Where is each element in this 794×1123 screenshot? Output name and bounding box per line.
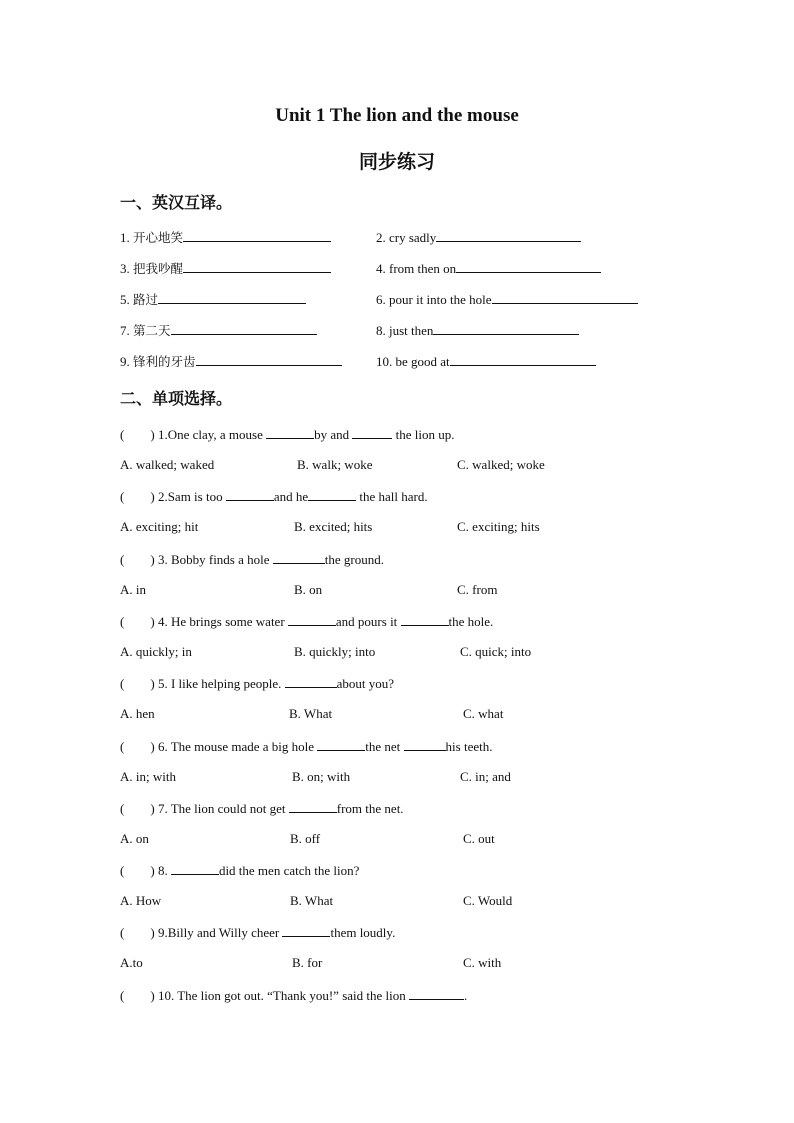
- item-prompt: 锋利的牙齿: [133, 354, 196, 369]
- option-b: B. walk; woke: [297, 457, 373, 472]
- option-c: C. what: [463, 706, 504, 722]
- option-a: A. quickly; in: [120, 643, 192, 659]
- item-prompt: from then on: [389, 261, 457, 276]
- option-c: C. exciting; hits: [457, 519, 540, 535]
- answer-blank[interactable]: [158, 291, 306, 304]
- item-number: 1.: [120, 230, 130, 245]
- question-text: by and: [314, 427, 353, 442]
- bracket-open: (: [120, 427, 125, 442]
- translation-item: [120, 229, 331, 247]
- option-a: A. on: [120, 830, 149, 846]
- question-text: 1.One clay, a mouse: [157, 427, 267, 442]
- option-a: A. walked; waked: [120, 457, 215, 472]
- item-number: 6.: [376, 292, 386, 307]
- option-b: B. for: [292, 955, 323, 971]
- question-stem: [120, 862, 359, 880]
- item-prompt: pour it into the hole: [389, 292, 492, 307]
- question-text: 4. He brings some water: [157, 613, 288, 629]
- option-b: B. on: [294, 581, 323, 597]
- question-text: 3. Bobby finds a hole: [157, 551, 273, 567]
- bracket-close: ): [150, 863, 155, 879]
- item-prompt: 开心地笑: [133, 230, 184, 245]
- answer-blank[interactable]: [285, 675, 337, 688]
- option-c: C. with: [463, 955, 502, 971]
- bracket-close: ): [150, 738, 155, 754]
- answer-blank[interactable]: [436, 229, 581, 242]
- bracket-close: ): [150, 427, 155, 442]
- translation-item: [376, 322, 579, 340]
- question-text: the net: [365, 738, 404, 754]
- question-text: from the net.: [336, 800, 404, 816]
- option-c: C. quick; into: [460, 643, 532, 659]
- answer-blank[interactable]: [433, 322, 579, 335]
- translation-item: [120, 322, 317, 340]
- question-stem: [120, 987, 467, 1005]
- question-text: the lion up.: [392, 427, 455, 442]
- option-a: A. How: [120, 893, 162, 909]
- bracket-open: (: [120, 489, 125, 505]
- answer-blank[interactable]: [492, 291, 638, 304]
- bracket-open: (: [120, 987, 125, 1003]
- question-text: about you?: [336, 676, 395, 692]
- option-b: B. quickly; into: [294, 643, 376, 659]
- answer-blank[interactable]: [226, 488, 274, 501]
- translation-item: [376, 353, 596, 371]
- question-stem: [120, 426, 455, 444]
- question-stem: [120, 613, 493, 631]
- item-number: 4.: [376, 261, 386, 276]
- answer-blank[interactable]: [308, 488, 356, 501]
- item-prompt: 第二天: [133, 323, 171, 338]
- bracket-close: ): [150, 489, 155, 505]
- option-a: A. in: [120, 581, 146, 597]
- section-heading-choice: 二、单项选择。: [120, 389, 233, 408]
- question-text: 6. The mouse made a big hole: [157, 738, 318, 754]
- answer-blank[interactable]: [282, 924, 330, 937]
- translation-item: [120, 353, 342, 371]
- option-c: C. walked; woke: [457, 457, 545, 472]
- option-b: B. excited; hits: [294, 519, 373, 535]
- bracket-close: ): [150, 987, 155, 1003]
- answer-blank[interactable]: [317, 738, 365, 751]
- question-text: 2.Sam is too: [157, 489, 226, 505]
- translation-item: [376, 229, 581, 247]
- bracket-open: (: [120, 676, 125, 692]
- item-number: 9.: [120, 354, 130, 369]
- answer-blank[interactable]: [273, 551, 325, 564]
- question-stem: [120, 551, 384, 569]
- item-number: 8.: [376, 323, 386, 338]
- answer-blank[interactable]: [288, 613, 336, 626]
- item-number: 3.: [120, 261, 130, 276]
- section-heading-translation: 一、英汉互译。: [120, 193, 233, 212]
- question-text: the hole.: [448, 613, 494, 629]
- answer-blank[interactable]: [196, 353, 342, 366]
- question-text: them loudly.: [330, 925, 396, 941]
- question-text: 10. The lion got out. “Thank you!” said the lion: [157, 987, 409, 1003]
- answer-blank[interactable]: [450, 353, 596, 366]
- option-b: B. What: [290, 893, 334, 909]
- question-stem: [120, 488, 428, 506]
- bracket-close: ): [150, 676, 155, 692]
- translation-item: [376, 260, 601, 278]
- bracket-close: ): [150, 925, 155, 941]
- question-text: his teeth.: [445, 738, 493, 754]
- option-c: C. from: [457, 581, 498, 597]
- option-a: A. in; with: [120, 768, 176, 784]
- question-text: did the men catch the lion?: [218, 863, 360, 879]
- answer-blank[interactable]: [266, 426, 314, 439]
- translation-item: [120, 260, 331, 278]
- answer-blank[interactable]: [352, 426, 392, 439]
- option-a: A. hen: [120, 706, 155, 722]
- option-a: A.to: [120, 955, 143, 971]
- item-prompt: be good at: [395, 354, 450, 369]
- question-stem: [120, 924, 395, 942]
- item-prompt: just then: [389, 323, 434, 338]
- answer-blank[interactable]: [456, 260, 601, 273]
- answer-blank[interactable]: [171, 322, 317, 335]
- question-text: 9.Billy and Willy cheer: [157, 925, 283, 941]
- bracket-open: (: [120, 551, 125, 567]
- answer-blank[interactable]: [183, 260, 331, 273]
- option-c: C. in; and: [460, 768, 511, 784]
- translation-item: [120, 291, 306, 309]
- question-text: the ground.: [324, 551, 384, 567]
- bracket-open: (: [120, 863, 125, 879]
- bracket-close: ): [150, 613, 155, 629]
- bracket-open: (: [120, 738, 125, 754]
- question-stem: [120, 738, 492, 756]
- page-subtitle: 同步练习: [358, 151, 435, 173]
- answer-blank[interactable]: [171, 862, 219, 875]
- option-c: C. Would: [463, 893, 513, 909]
- question-text: the hall hard.: [356, 489, 428, 505]
- page-title: Unit 1 The lion and the mouse: [275, 105, 519, 126]
- bracket-open: (: [120, 613, 125, 629]
- item-prompt: 把我吵醒: [133, 261, 184, 276]
- question-stem: [120, 800, 404, 818]
- question-text: 7. The lion could not get: [157, 800, 289, 816]
- item-prompt: cry sadly: [389, 230, 437, 245]
- question-text: 5. I like helping people.: [157, 676, 285, 692]
- translation-item: [376, 291, 638, 309]
- answer-blank[interactable]: [183, 229, 331, 242]
- question-text: and pours it: [335, 613, 401, 629]
- item-number: 7.: [120, 323, 130, 338]
- option-b: B. on; with: [292, 768, 351, 784]
- item-number: 5.: [120, 292, 130, 307]
- question-stem: [120, 675, 394, 693]
- bracket-close: ): [150, 551, 155, 567]
- answer-blank[interactable]: [401, 613, 449, 626]
- option-a: A. exciting; hit: [120, 519, 199, 535]
- bracket-open: (: [120, 800, 125, 816]
- item-number: 2.: [376, 230, 386, 245]
- item-number: 10.: [376, 354, 393, 369]
- bracket-close: ): [150, 800, 155, 816]
- question-text: 8.: [157, 863, 171, 879]
- answer-blank[interactable]: [409, 987, 464, 1000]
- answer-blank[interactable]: [289, 800, 337, 813]
- item-prompt: 路过: [133, 292, 159, 307]
- question-text: .: [464, 987, 468, 1003]
- question-text: and he: [273, 489, 309, 505]
- bracket-open: (: [120, 925, 125, 941]
- option-b: B. off: [290, 830, 321, 846]
- option-c: C. out: [463, 830, 495, 846]
- answer-blank[interactable]: [404, 738, 446, 751]
- option-b: B. What: [289, 706, 333, 722]
